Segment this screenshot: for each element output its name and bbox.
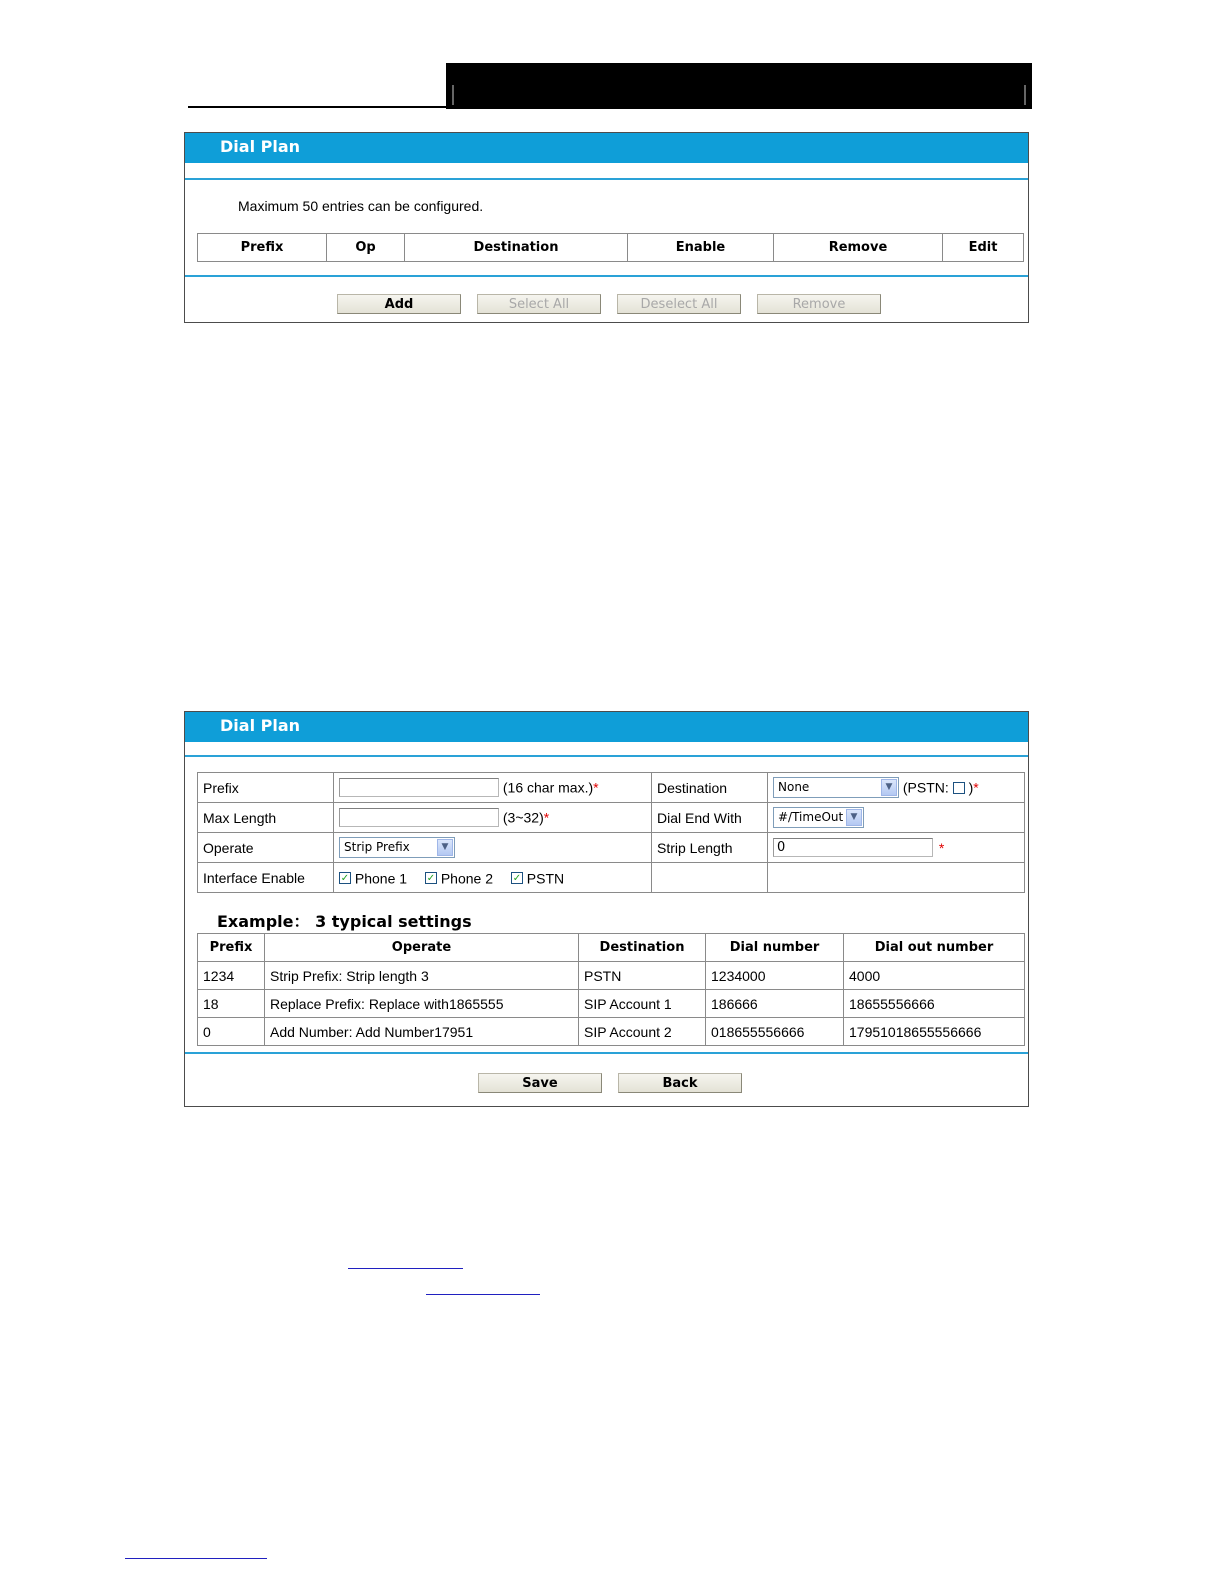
divider — [185, 1052, 1028, 1054]
ex-col-prefix: Prefix — [198, 934, 265, 962]
add-button[interactable]: Add — [337, 294, 461, 314]
cell: Strip Prefix: Strip length 3 — [265, 962, 579, 990]
save-button[interactable]: Save — [478, 1073, 602, 1093]
back-button[interactable]: Back — [618, 1073, 742, 1093]
remove-button[interactable]: Remove — [757, 294, 881, 314]
pstn-checkbox[interactable] — [953, 782, 965, 794]
interface-enable-cell — [334, 863, 652, 893]
strip-length-cell — [768, 833, 1025, 863]
ex-col-dial-number: Dial number — [706, 934, 844, 962]
col-prefix: Prefix — [198, 234, 327, 262]
prefix-label: Prefix — [198, 773, 334, 803]
prefix-hint: (16 char max.) — [502, 779, 594, 796]
link-underline[interactable] — [426, 1294, 540, 1295]
pstn-close: ) — [968, 779, 974, 796]
max-length-hint: (3~32) — [502, 809, 544, 826]
dial-plan-table — [197, 233, 1024, 262]
panel-title: Dial Plan — [185, 133, 1028, 163]
dial-plan-form — [197, 772, 1025, 893]
cell: 18 — [198, 990, 265, 1018]
cell: 186666 — [706, 990, 844, 1018]
dial-end-value: #/TimeOut — [778, 810, 844, 824]
cell: SIP Account 1 — [579, 990, 706, 1018]
required-mark: * — [938, 839, 945, 856]
panel-title: Dial Plan — [185, 712, 1028, 742]
destination-select[interactable] — [773, 777, 899, 798]
strip-length-input[interactable]: 0 — [773, 838, 933, 857]
ex-col-operate: Operate — [265, 934, 579, 962]
header-bar — [446, 63, 1032, 109]
operate-cell — [334, 833, 652, 863]
dial-end-cell — [768, 803, 1025, 833]
phone2-checkbox[interactable]: ✓ — [426, 873, 436, 885]
dial-plan-list-panel — [184, 132, 1029, 323]
cell: PSTN — [579, 962, 706, 990]
cell: 1234 — [198, 962, 265, 990]
dial-plan-edit-panel — [184, 711, 1029, 1107]
ex-col-destination: Destination — [579, 934, 706, 962]
header-rule — [188, 106, 448, 108]
cell: 18655556666 — [844, 990, 1025, 1018]
prefix-cell — [334, 773, 652, 803]
max-length-label: Max Length — [198, 803, 334, 833]
cell: 018655556666 — [706, 1018, 844, 1046]
chevron-down-icon: ▼ — [881, 779, 897, 796]
interface-enable-label: Interface Enable — [198, 863, 334, 893]
operate-value: Strip Prefix — [344, 840, 410, 854]
table-row — [198, 990, 1025, 1018]
select-all-button[interactable]: Select All — [477, 294, 601, 314]
ex-col-dial-out-number: Dial out number — [844, 934, 1025, 962]
table-row — [198, 1018, 1025, 1046]
table-row — [198, 962, 1025, 990]
phone1-label: Phone 1 — [354, 870, 408, 887]
divider — [185, 178, 1028, 180]
deselect-all-button[interactable]: Deselect All — [617, 294, 741, 314]
pstn-interface-checkbox[interactable]: ✓ — [512, 873, 522, 885]
link-underline[interactable] — [348, 1268, 463, 1269]
col-enable: Enable — [628, 234, 774, 262]
prefix-input[interactable] — [339, 778, 499, 797]
strip-length-label: Strip Length — [652, 833, 768, 863]
destination-label: Destination — [652, 773, 768, 803]
example-table — [197, 933, 1025, 1046]
empty-cell — [768, 863, 1025, 893]
pstn-label: (PSTN: — [902, 779, 949, 796]
phone2-label: Phone 2 — [440, 870, 494, 887]
empty-cell — [652, 863, 768, 893]
max-entries-note: Maximum 50 entries can be configured. — [238, 198, 484, 214]
col-op: Op — [327, 234, 405, 262]
cell: 17951018655556666 — [844, 1018, 1025, 1046]
divider — [185, 275, 1028, 277]
example-title: Example： 3 typical settings — [217, 912, 472, 931]
link-underline[interactable] — [125, 1558, 267, 1559]
operate-select[interactable] — [339, 837, 455, 858]
col-destination: Destination — [405, 234, 628, 262]
cell: 1234000 — [706, 962, 844, 990]
phone1-checkbox[interactable]: ✓ — [340, 873, 350, 885]
cell: Replace Prefix: Replace with1865555 — [265, 990, 579, 1018]
col-remove: Remove — [774, 234, 943, 262]
destination-value: None — [778, 780, 810, 794]
destination-cell — [768, 773, 1025, 803]
divider — [185, 755, 1028, 757]
cell: 4000 — [844, 962, 1025, 990]
chevron-down-icon: ▼ — [846, 809, 862, 826]
pstn-interface-label: PSTN — [526, 870, 565, 887]
chevron-down-icon: ▼ — [437, 839, 453, 856]
required-mark: * — [973, 779, 979, 796]
required-mark: * — [593, 779, 599, 796]
operate-label: Operate — [198, 833, 334, 863]
cell: SIP Account 2 — [579, 1018, 706, 1046]
col-edit: Edit — [943, 234, 1024, 262]
dial-end-select[interactable] — [773, 807, 864, 828]
max-length-cell — [334, 803, 652, 833]
cell: 0 — [198, 1018, 265, 1046]
dial-end-label: Dial End With — [652, 803, 768, 833]
cell: Add Number: Add Number17951 — [265, 1018, 579, 1046]
max-length-input[interactable] — [339, 808, 499, 827]
required-mark: * — [543, 809, 550, 826]
